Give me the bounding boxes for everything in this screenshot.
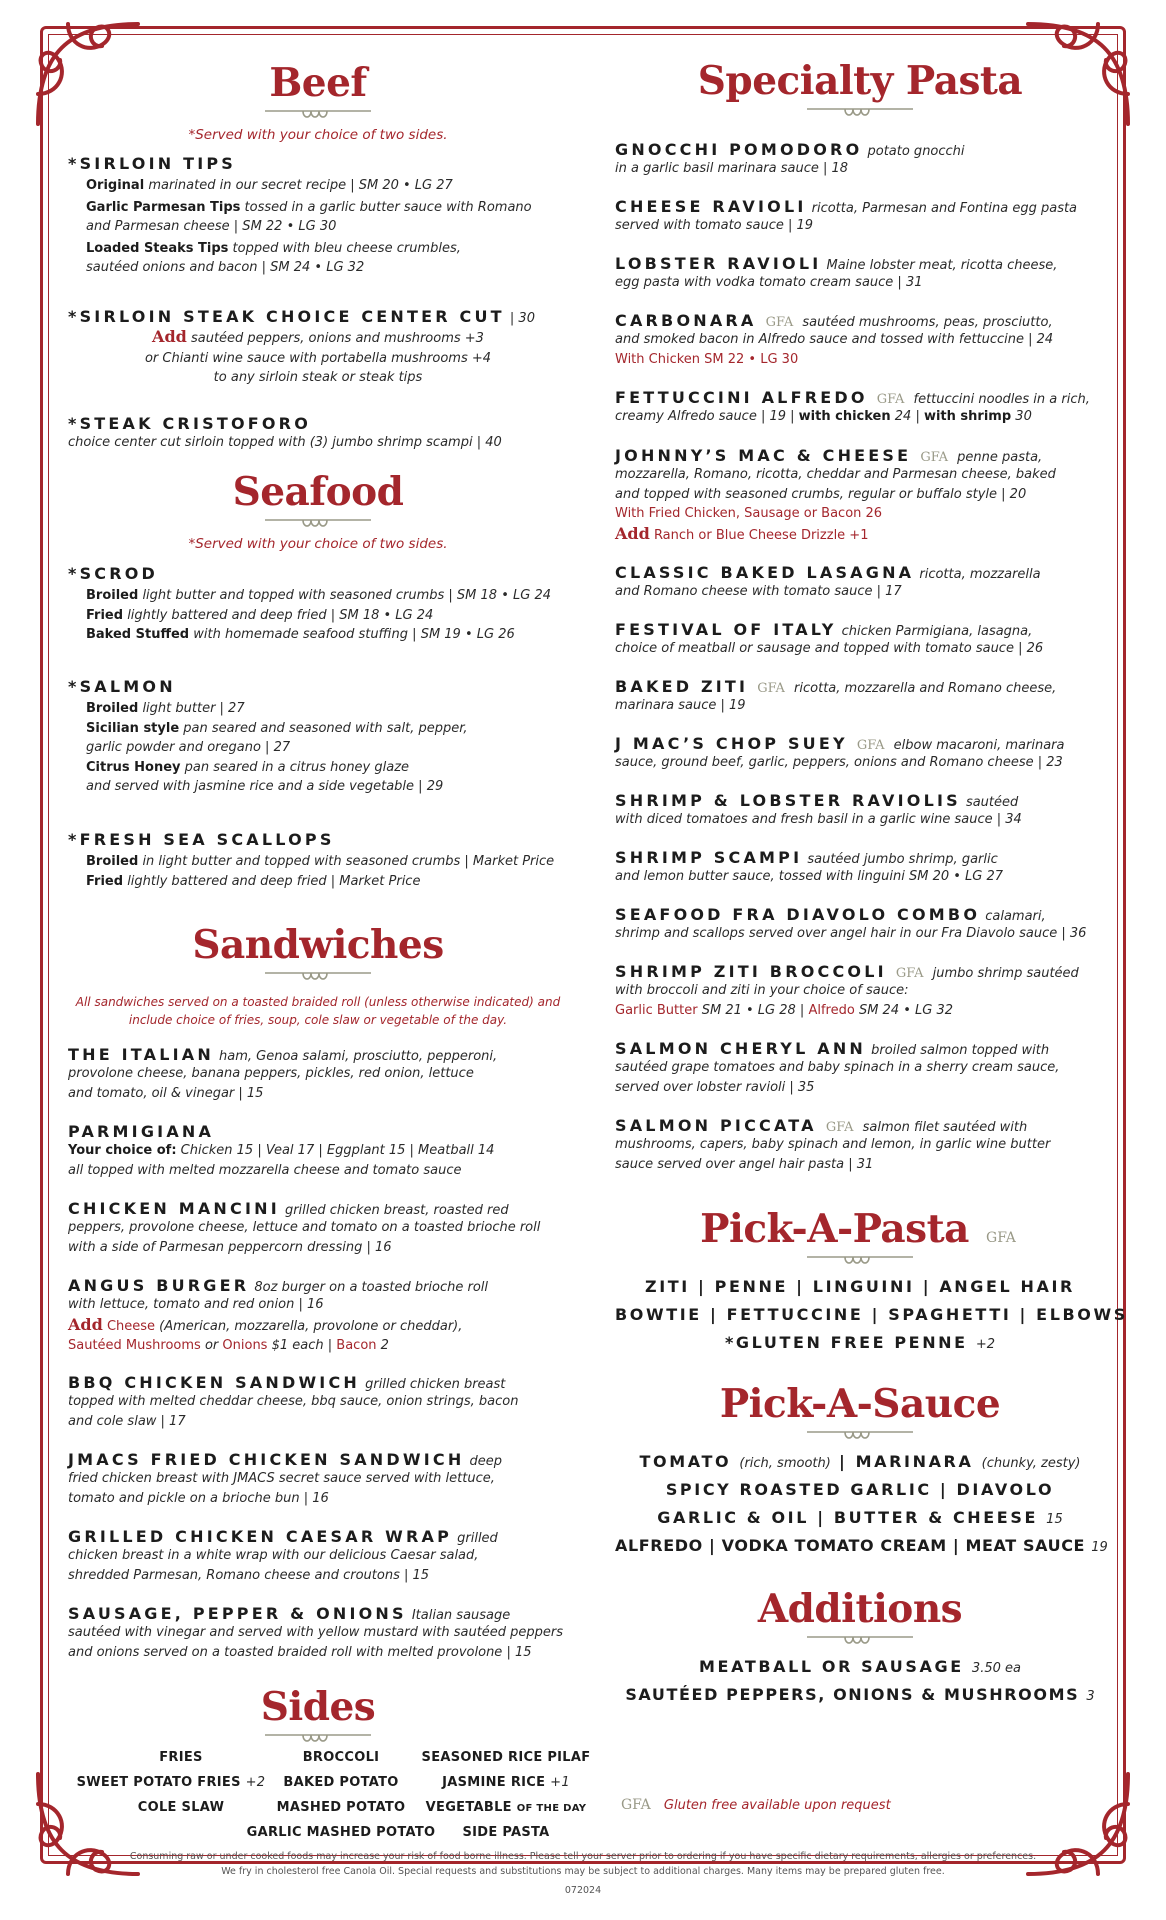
item-desc: marinara sauce | 19 bbox=[615, 698, 746, 713]
item-name: JMACS FRIED CHICKEN SANDWICH bbox=[68, 1450, 465, 1469]
option-label: Broiled bbox=[86, 854, 139, 869]
sides-section bbox=[68, 1684, 568, 1745]
item-desc: ricotta, Parmesan and Fontina egg pasta bbox=[811, 201, 1078, 216]
mancini-item bbox=[68, 1199, 540, 1257]
pasta-item bbox=[615, 1116, 1050, 1174]
item-desc: sautéed bbox=[965, 795, 1019, 810]
gfa-badge: GFA bbox=[621, 1797, 651, 1813]
side-item bbox=[406, 1800, 606, 1815]
item-name: *SIRLOIN TIPS bbox=[68, 154, 237, 173]
item-name: SHRIMP & LOBSTER RAVIOLIS bbox=[615, 791, 961, 810]
footer-note: We fry in cholesterol free Canola Oil. Special requests and substitutions may be subject to additional charges. Many items may be prepared gluten free. bbox=[221, 1866, 945, 1877]
flourish-icon bbox=[263, 1729, 373, 1745]
side-item: MASHED POTATO bbox=[276, 1800, 406, 1815]
item-name: J MAC’S CHOP SUEY bbox=[615, 734, 848, 753]
addition-item bbox=[615, 1685, 1105, 1704]
item-name: CARBONARA bbox=[615, 311, 757, 330]
item-desc: fettuccini noodles in a rich, bbox=[913, 392, 1090, 407]
item-desc: provolone cheese, banana peppers, pickles, red onion, lettuce bbox=[68, 1066, 474, 1081]
flourish-icon bbox=[805, 1631, 915, 1647]
item-desc: calamari, bbox=[985, 909, 1046, 924]
sauce-option: Alfredo bbox=[808, 1002, 855, 1018]
sirloin-tips-item bbox=[68, 154, 532, 278]
item-desc: and tomato, oil & vinegar | 15 bbox=[68, 1085, 264, 1101]
item-option: With Fried Chicken, Sausage or Bacon 26 bbox=[615, 506, 883, 521]
item-desc: shrimp and scallops served over angel hair in our Fra Diavolo sauce | 36 bbox=[615, 926, 1087, 941]
item-desc: topped with melted cheddar cheese, bbq sauce, onion strings, bacon bbox=[68, 1394, 519, 1409]
sauce-choices bbox=[615, 1536, 1108, 1555]
flourish-icon bbox=[805, 103, 915, 119]
side-price: +2 bbox=[245, 1775, 266, 1790]
item-desc: with diced tomatoes and fresh basil in a garlic wine sauce | 34 bbox=[615, 812, 1022, 827]
item-desc: salmon filet sautéed with bbox=[862, 1120, 1028, 1135]
add-label: Add bbox=[152, 327, 187, 346]
sausage-item bbox=[68, 1604, 563, 1662]
option-label: Fried bbox=[86, 607, 124, 623]
cristoforo-item bbox=[68, 414, 502, 453]
item-name: FESTIVAL OF ITALY bbox=[615, 620, 837, 639]
item-name: *FRESH SEA SCALLOPS bbox=[68, 830, 335, 849]
option-desc: lightly battered and deep fried | SM 18 • LG 24 bbox=[127, 607, 434, 623]
seafood-note: *Served with your choice of two sides. bbox=[188, 536, 448, 552]
item-name: THE ITALIAN bbox=[68, 1045, 214, 1064]
addon-name: Bacon bbox=[336, 1338, 377, 1353]
pasta-item bbox=[615, 388, 1090, 427]
section-title-specialty-pasta: Specialty Pasta bbox=[697, 58, 1023, 104]
item-name: CHICKEN MANCINI bbox=[68, 1199, 280, 1218]
gfa-badge: GFA bbox=[986, 1230, 1016, 1246]
scrod-item bbox=[68, 564, 551, 645]
caesar-wrap-item bbox=[68, 1527, 498, 1585]
addon-name: Sautéed Mushrooms bbox=[68, 1338, 201, 1353]
beef-note: *Served with your choice of two sides. bbox=[188, 127, 448, 143]
section-title-additions: Additions bbox=[757, 1586, 963, 1632]
item-price: SM 21 • LG 28 | bbox=[701, 1002, 805, 1018]
note-line: include choice of fries, soup, cole slaw or vegetable of the day. bbox=[128, 1013, 508, 1027]
item-name: GRILLED CHICKEN CAESAR WRAP bbox=[68, 1527, 453, 1546]
item-desc: with lettuce, tomato and red onion | 16 bbox=[68, 1297, 324, 1312]
item-name: BAKED ZITI bbox=[615, 677, 749, 696]
pasta-item bbox=[615, 848, 1003, 887]
item-name: *SIRLOIN STEAK CHOICE CENTER CUT bbox=[68, 307, 505, 326]
menu-code: 072024 bbox=[564, 1885, 602, 1896]
item-desc: with a side of Parmesan peppercorn dressing | 16 bbox=[68, 1239, 392, 1255]
side-item: SEASONED RICE PILAF bbox=[421, 1750, 591, 1765]
side-suffix: OF THE DAY bbox=[516, 1803, 587, 1814]
pasta-item bbox=[615, 734, 1065, 773]
item-desc: mozzarella, Romano, ricotta, cheddar and Parmesan cheese, baked bbox=[615, 467, 1056, 482]
option-desc: garlic powder and oregano | 27 bbox=[86, 740, 291, 755]
item-price: 19 bbox=[1091, 1540, 1108, 1555]
pasta-item bbox=[615, 446, 1056, 545]
item-name: PARMIGIANA bbox=[68, 1122, 215, 1141]
flourish-icon bbox=[805, 1251, 915, 1267]
item-name: *SCROD bbox=[68, 564, 159, 583]
side-item: COLE SLAW bbox=[137, 1800, 225, 1815]
side-item: BROCCOLI bbox=[302, 1750, 380, 1765]
item-desc: or bbox=[204, 1338, 219, 1353]
side-item bbox=[406, 1775, 606, 1790]
option-desc: with homemade seafood stuffing | SM 19 • LG 26 bbox=[193, 627, 515, 642]
flourish-icon bbox=[263, 105, 373, 121]
item-desc: to any sirloin steak or steak tips bbox=[213, 370, 423, 385]
item-desc: mushrooms, capers, baby spinach and lemon, in garlic wine butter bbox=[615, 1137, 1051, 1152]
item-desc: egg pasta with vodka tomato cream sauce | 31 bbox=[615, 275, 923, 290]
option-desc: in light butter and topped with seasoned crumbs | Market Price bbox=[142, 854, 555, 869]
item-desc: ham, Genoa salami, prosciutto, pepperoni, bbox=[219, 1049, 498, 1064]
item-desc: and Romano cheese with tomato sauce | 17 bbox=[615, 584, 902, 599]
item-desc: broiled salmon topped with bbox=[871, 1043, 1050, 1058]
item-name: SHRIMP SCAMPI bbox=[615, 848, 803, 867]
item-desc: peppers, provolone cheese, lettuce and tomato on a toasted brioche roll bbox=[68, 1220, 541, 1235]
option-label: with shrimp bbox=[923, 409, 1012, 424]
option-desc: light butter | 27 bbox=[142, 701, 245, 716]
bbq-chicken-item bbox=[68, 1373, 518, 1431]
item-option: With Chicken SM 22 • LG 30 bbox=[615, 351, 799, 367]
option-desc: and Parmesan cheese | SM 22 • LG 30 bbox=[86, 219, 337, 234]
section-title-seafood: Seafood bbox=[232, 469, 404, 515]
item-name: *SALMON bbox=[68, 677, 176, 696]
italian-item bbox=[68, 1045, 497, 1103]
item-name: SAUSAGE, PEPPER & ONIONS bbox=[68, 1604, 407, 1623]
item-desc: Maine lobster meat, ricotta cheese, bbox=[826, 258, 1058, 273]
pasta-item bbox=[615, 962, 1079, 1020]
item-desc: choice of meatball or sausage and topped with tomato sauce | 26 bbox=[615, 641, 1044, 656]
item-name: SEAFOOD FRA DIAVOLO COMBO bbox=[615, 905, 981, 924]
addition-name: MEATBALL OR SAUSAGE bbox=[699, 1657, 964, 1676]
item-desc: and lemon butter sauce, tossed with linguini SM 20 • LG 27 bbox=[615, 869, 1004, 884]
item-option: Ranch or Blue Cheese Drizzle +1 bbox=[653, 527, 869, 543]
gfa-badge: GFA bbox=[765, 315, 794, 330]
option-desc: tossed in a garlic butter sauce with Romano bbox=[244, 199, 532, 215]
item-desc: or Chianti wine sauce with portabella mushrooms +4 bbox=[144, 350, 492, 366]
item-desc: and topped with seasoned crumbs, regular or buffalo style | 20 bbox=[615, 486, 1027, 502]
item-price: +2 bbox=[975, 1337, 996, 1352]
pasta-choices bbox=[615, 1333, 1105, 1352]
item-price: 24 | bbox=[894, 409, 920, 424]
side-price: +1 bbox=[550, 1775, 570, 1790]
note-line: All sandwiches served on a toasted braided roll (unless otherwise indicated) and bbox=[75, 995, 561, 1009]
item-desc: Chicken 15 | Veal 17 | Eggplant 15 | Meatball 14 bbox=[180, 1143, 495, 1158]
pasta-item bbox=[615, 563, 1041, 602]
item-desc: grilled chicken breast bbox=[365, 1377, 506, 1392]
option-label: Broiled bbox=[86, 701, 139, 716]
sauce-name: TOMATO bbox=[639, 1452, 732, 1471]
section-title-pick-a-pasta bbox=[615, 1206, 1105, 1252]
addon-name: Cheese bbox=[106, 1318, 156, 1334]
pasta-item bbox=[615, 905, 1086, 944]
pasta-item bbox=[615, 140, 965, 179]
item-price: 30 bbox=[1015, 409, 1032, 424]
pasta-choices: BOWTIE | FETTUCCINE | SPAGHETTI | ELBOWS bbox=[615, 1305, 1128, 1324]
add-label: Add bbox=[68, 1314, 103, 1334]
item-name: CHEESE RAVIOLI bbox=[615, 197, 807, 216]
option-label: Sicilian style bbox=[86, 720, 180, 736]
item-name: SALMON CHERYL ANN bbox=[615, 1039, 867, 1058]
section-title-pick-a-sauce: Pick-A-Sauce bbox=[719, 1381, 1001, 1427]
item-price: SM 24 • LG 32 bbox=[858, 1002, 954, 1018]
item-price: 3.50 ea bbox=[971, 1661, 1021, 1676]
item-price: | 30 bbox=[509, 311, 535, 326]
salmon-item bbox=[68, 677, 468, 797]
sauce-name: ALFREDO | VODKA TOMATO CREAM | MEAT SAUCE bbox=[615, 1536, 1086, 1555]
gfa-badge: GFA bbox=[825, 1120, 854, 1135]
option-label: Broiled bbox=[86, 588, 139, 603]
item-desc: grilled bbox=[457, 1531, 498, 1546]
item-price: 15 bbox=[1046, 1512, 1063, 1527]
item-name: JOHNNY’S MAC & CHEESE bbox=[615, 446, 912, 465]
item-desc: and onions served on a toasted braided roll with melted provolone | 15 bbox=[68, 1644, 532, 1660]
specialty-pasta-section bbox=[615, 58, 1105, 119]
side-item: GARLIC MASHED POTATO bbox=[246, 1825, 436, 1840]
pasta-choices: ZITI | PENNE | LINGUINI | ANGEL HAIR bbox=[645, 1277, 1075, 1296]
item-desc: penne pasta, bbox=[957, 450, 1043, 465]
item-desc: (American, mozzarella, provolone or cheddar), bbox=[159, 1318, 463, 1334]
item-name: CLASSIC BAKED LASAGNA bbox=[615, 563, 915, 582]
pick-a-sauce-section bbox=[615, 1381, 1108, 1555]
pasta-item bbox=[615, 620, 1043, 659]
item-desc: in a garlic basil marinara sauce | 18 bbox=[615, 161, 849, 176]
section-title-sandwiches: Sandwiches bbox=[192, 922, 444, 968]
section-title-beef: Beef bbox=[269, 60, 367, 106]
sauce-choices: SPICY ROASTED GARLIC | DIAVOLO bbox=[665, 1480, 1055, 1499]
pasta-item bbox=[615, 197, 1077, 236]
item-desc: grilled chicken breast, roasted red bbox=[284, 1203, 509, 1218]
option-desc: topped with bleu cheese crumbles, bbox=[232, 240, 461, 256]
sauce-note: (chunky, zesty) bbox=[981, 1456, 1081, 1471]
pasta-item bbox=[615, 311, 1053, 369]
gluten-free-penne: *GLUTEN FREE PENNE bbox=[724, 1333, 968, 1352]
side-name: SWEET POTATO FRIES bbox=[76, 1775, 241, 1790]
item-desc: tomato and pickle on a brioche bun | 16 bbox=[68, 1490, 329, 1506]
add-label: Add bbox=[615, 523, 650, 543]
flourish-icon bbox=[263, 967, 373, 983]
sauce-choices bbox=[615, 1508, 1105, 1527]
item-desc: sauce served over angel hair pasta | 31 bbox=[615, 1156, 874, 1172]
option-desc: pan seared in a citrus honey glaze bbox=[184, 759, 410, 775]
option-label: Baked Stuffed bbox=[86, 627, 190, 642]
item-desc: sauce, ground beef, garlic, peppers, onions and Romano cheese | 23 bbox=[615, 755, 1063, 770]
option-label: Original bbox=[86, 178, 145, 193]
item-desc: shredded Parmesan, Romano cheese and croutons | 15 bbox=[68, 1567, 430, 1583]
item-desc: Italian sausage bbox=[411, 1608, 511, 1623]
sauce-name: GARLIC & OIL | BUTTER & CHEESE bbox=[657, 1508, 1038, 1527]
item-desc: sautéed jumbo shrimp, garlic bbox=[807, 852, 998, 867]
option-label: Fried bbox=[86, 873, 124, 889]
angus-burger-item bbox=[68, 1276, 488, 1356]
side-name: JASMINE RICE bbox=[442, 1775, 546, 1790]
pasta-item bbox=[615, 677, 1056, 716]
item-desc: deep bbox=[469, 1454, 502, 1469]
gfa-legend-text: Gluten free available upon request bbox=[663, 1798, 891, 1813]
parmigiana-item bbox=[68, 1122, 494, 1180]
side-name: VEGETABLE bbox=[425, 1800, 512, 1815]
pick-a-pasta-section bbox=[615, 1206, 1128, 1352]
additions-section bbox=[615, 1586, 1105, 1704]
item-name: FETTUCCINI ALFREDO bbox=[615, 388, 868, 407]
item-price: 2 bbox=[380, 1338, 389, 1353]
sauce-choices bbox=[615, 1452, 1105, 1471]
gfa-badge: GFA bbox=[757, 681, 785, 696]
option-label: Citrus Honey bbox=[86, 759, 181, 775]
option-desc: lightly battered and deep fried | Market Price bbox=[127, 873, 421, 889]
item-desc: choice center cut sirloin topped with (3) jumbo shrimp scampi | 40 bbox=[68, 435, 502, 450]
side-item: SIDE PASTA bbox=[462, 1825, 550, 1840]
addition-name: SAUTÉED PEPPERS, ONIONS & MUSHROOMS bbox=[625, 1685, 1080, 1704]
item-desc: 8oz burger on a toasted brioche roll bbox=[254, 1280, 489, 1295]
item-name: ANGUS BURGER bbox=[68, 1276, 250, 1295]
option-label: Your choice of: bbox=[68, 1143, 177, 1158]
gfa-badge: GFA bbox=[920, 450, 949, 465]
choice-cut-item bbox=[68, 307, 568, 388]
beef-section bbox=[68, 60, 568, 151]
flourish-icon bbox=[263, 514, 373, 530]
pasta-item bbox=[615, 791, 1022, 830]
item-desc: served with tomato sauce | 19 bbox=[615, 218, 814, 233]
item-desc: all topped with melted mozzarella cheese and tomato sauce bbox=[68, 1162, 462, 1178]
item-desc: ricotta, mozzarella and Romano cheese, bbox=[794, 681, 1057, 696]
section-title-sides: Sides bbox=[260, 1684, 376, 1730]
sauce-name: | MARINARA bbox=[838, 1452, 974, 1471]
item-desc: sautéed grape tomatoes and baby spinach in a sherry cream sauce, bbox=[615, 1060, 1060, 1075]
jmacs-chicken-item bbox=[68, 1450, 502, 1508]
item-desc: sautéed mushrooms, peas, prosciutto, bbox=[802, 315, 1053, 330]
item-desc: fried chicken breast with JMACS secret sauce served with lettuce, bbox=[68, 1471, 495, 1486]
option-desc: sautéed onions and bacon | SM 24 • LG 32 bbox=[86, 260, 365, 275]
pasta-item bbox=[615, 254, 1057, 293]
item-price: 3 bbox=[1086, 1689, 1095, 1704]
item-desc: creamy Alfredo sauce | 19 | bbox=[615, 409, 795, 424]
item-desc: elbow macaroni, marinara bbox=[893, 738, 1065, 753]
option-desc: and served with jasmine rice and a side vegetable | 29 bbox=[86, 779, 444, 794]
item-desc: sautéed with vinegar and served with yellow mustard with sautéed peppers bbox=[68, 1625, 564, 1640]
item-desc: potato gnocchi bbox=[867, 144, 965, 159]
pasta-item bbox=[615, 1039, 1059, 1097]
option-label: with chicken bbox=[798, 409, 891, 424]
option-desc: light butter and topped with seasoned crumbs | SM 18 • LG 24 bbox=[142, 588, 551, 603]
footer-disclaimer: Consuming raw or under cooked foods may increase your risk of food borne illness. Please tell your server prior to ordering if you have specific dietary requirements, allergies or preferences. bbox=[129, 1851, 1037, 1862]
item-desc: sautéed peppers, onions and mushrooms +3 bbox=[190, 331, 484, 346]
item-name: GNOCCHI POMODORO bbox=[615, 140, 863, 159]
option-desc: marinated in our secret recipe | SM 20 • LG 27 bbox=[148, 178, 453, 193]
item-desc: ricotta, mozzarella bbox=[919, 567, 1041, 582]
item-name: *STEAK CRISTOFORO bbox=[68, 414, 311, 433]
option-desc: pan seared and seasoned with salt, pepper, bbox=[183, 720, 468, 736]
gfa-badge: GFA bbox=[895, 966, 924, 981]
item-desc: with broccoli and ziti in your choice of sauce: bbox=[615, 983, 909, 998]
item-name: SALMON PICCATA bbox=[615, 1116, 817, 1135]
item-desc: jumbo shrimp sautéed bbox=[932, 966, 1079, 981]
item-desc: chicken Parmigiana, lasagna, bbox=[841, 624, 1033, 639]
side-item: FRIES bbox=[159, 1750, 203, 1765]
item-desc: and cole slaw | 17 bbox=[68, 1413, 186, 1429]
addon-name: Onions bbox=[222, 1338, 268, 1353]
scallops-item bbox=[68, 830, 554, 891]
addition-item bbox=[615, 1657, 1105, 1676]
sauce-option: Garlic Butter bbox=[615, 1002, 698, 1018]
item-desc: and smoked bacon in Alfredo sauce and tossed with fettuccine | 24 bbox=[615, 332, 1054, 347]
gfa-badge: GFA bbox=[876, 392, 905, 407]
sandwiches-section bbox=[68, 922, 568, 1037]
gfa-badge: GFA bbox=[856, 738, 885, 753]
item-name: BBQ CHICKEN SANDWICH bbox=[68, 1373, 360, 1392]
option-label: Garlic Parmesan Tips bbox=[86, 199, 241, 215]
flourish-icon bbox=[805, 1426, 915, 1442]
seafood-section bbox=[68, 469, 568, 560]
option-label: Loaded Steaks Tips bbox=[86, 240, 229, 256]
item-desc: served over lobster ravioli | 35 bbox=[615, 1079, 815, 1095]
section-title-text: Pick-A-Pasta bbox=[700, 1206, 969, 1252]
sauce-note: (rich, smooth) bbox=[739, 1456, 831, 1471]
sandwiches-note bbox=[68, 993, 568, 1029]
item-name: SHRIMP ZITI BROCCOLI bbox=[615, 962, 887, 981]
item-desc: chicken breast in a white wrap with our delicious Caesar salad, bbox=[68, 1548, 479, 1563]
item-name: LOBSTER RAVIOLI bbox=[615, 254, 822, 273]
gfa-legend bbox=[621, 1794, 891, 1813]
side-item: BAKED POTATO bbox=[283, 1775, 399, 1790]
item-desc: $1 each | bbox=[271, 1338, 333, 1353]
